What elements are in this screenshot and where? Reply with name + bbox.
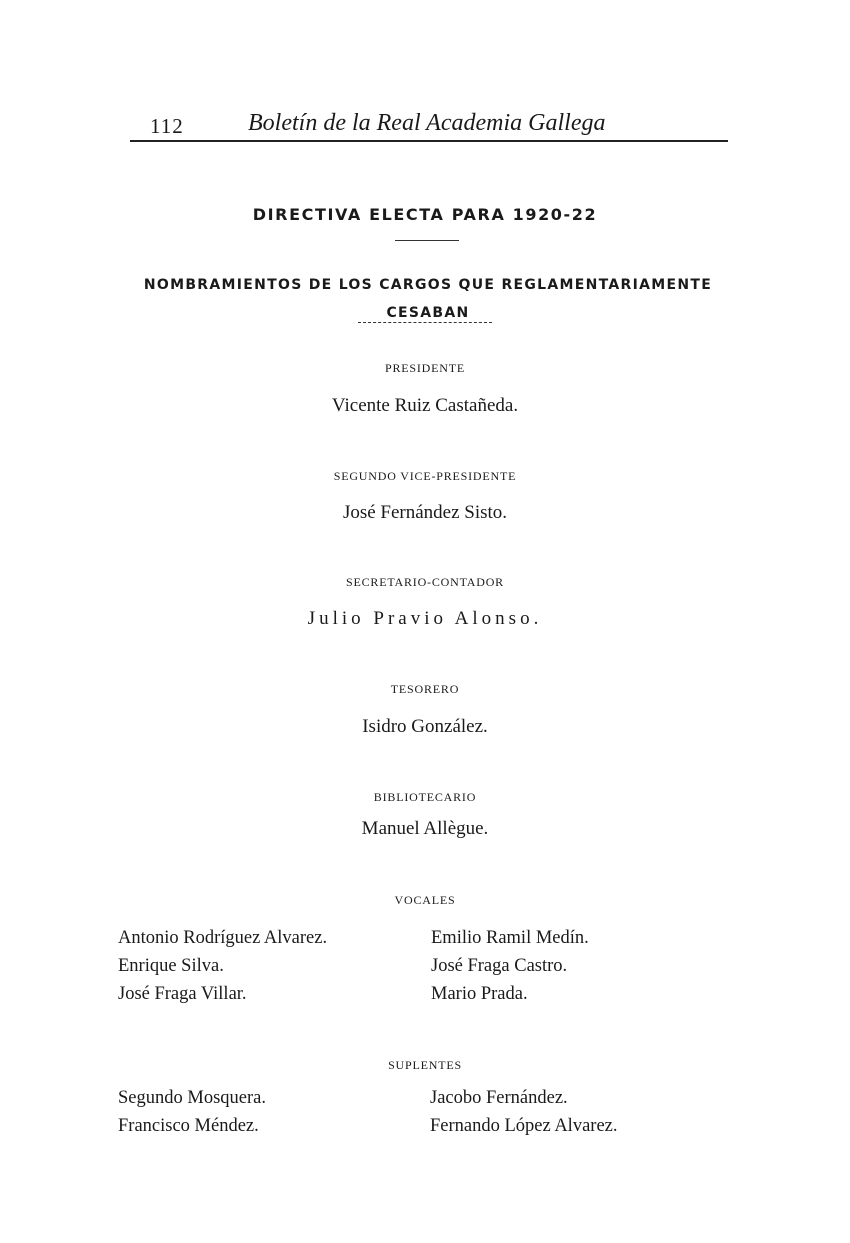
list-item: Antonio Rodríguez Alvarez. xyxy=(118,928,328,948)
office-label-vicepresidente: SEGUNDO VICE-PRESIDENTE xyxy=(333,469,517,483)
vocales-left-column xyxy=(118,924,327,1008)
office-label-bibliotecario: BIBLIOTECARIO xyxy=(373,790,477,804)
suplentes-label: SUPLENTES xyxy=(388,1058,462,1072)
list-item: Segundo Mosquera. xyxy=(118,1088,266,1108)
list-item: Jacobo Fernández. xyxy=(430,1088,568,1108)
suplentes-left-column xyxy=(118,1084,266,1140)
office-name-presidente: Vicente Ruiz Castañeda. xyxy=(331,395,519,416)
office-name-bibliotecario: Manuel Allègue. xyxy=(361,818,489,839)
list-item: Enrique Silva. xyxy=(118,956,224,976)
office-label-secretario: SECRETARIO-CONTADOR xyxy=(346,575,504,589)
list-item: Mario Prada. xyxy=(431,984,528,1004)
list-item: José Fraga Castro. xyxy=(431,956,568,976)
list-item: Francisco Méndez. xyxy=(118,1116,259,1136)
office-label-presidente: PRESIDENTE xyxy=(385,361,465,375)
subtitle: NOMBRAMIENTOS DE LOS CARGOS QUE REGLAMENTARIAMENTE CESABAN xyxy=(143,277,713,321)
page-number: 112 xyxy=(150,114,184,138)
journal-title: Boletín de la Real Academia Gallega xyxy=(248,110,606,136)
list-item: José Fraga Villar. xyxy=(118,984,247,1004)
suplentes-right-column xyxy=(430,1084,618,1140)
vocales-right-column xyxy=(431,924,589,1008)
office-name-secretario: Julio Pravio Alonso. xyxy=(307,608,543,629)
running-header xyxy=(130,110,728,142)
title-divider xyxy=(395,240,459,241)
vocales-label: VOCALES xyxy=(394,893,456,907)
office-name-tesorero: Isidro González. xyxy=(362,716,488,737)
subtitle-divider xyxy=(358,322,492,323)
list-item: Emilio Ramil Medín. xyxy=(431,928,589,948)
list-item: Fernando López Alvarez. xyxy=(430,1116,618,1136)
office-label-tesorero: TESORERO xyxy=(390,682,460,696)
main-title: DIRECTIVA ELECTA PARA 1920-22 xyxy=(252,205,598,224)
office-name-vicepresidente: José Fernández Sisto. xyxy=(342,502,508,523)
